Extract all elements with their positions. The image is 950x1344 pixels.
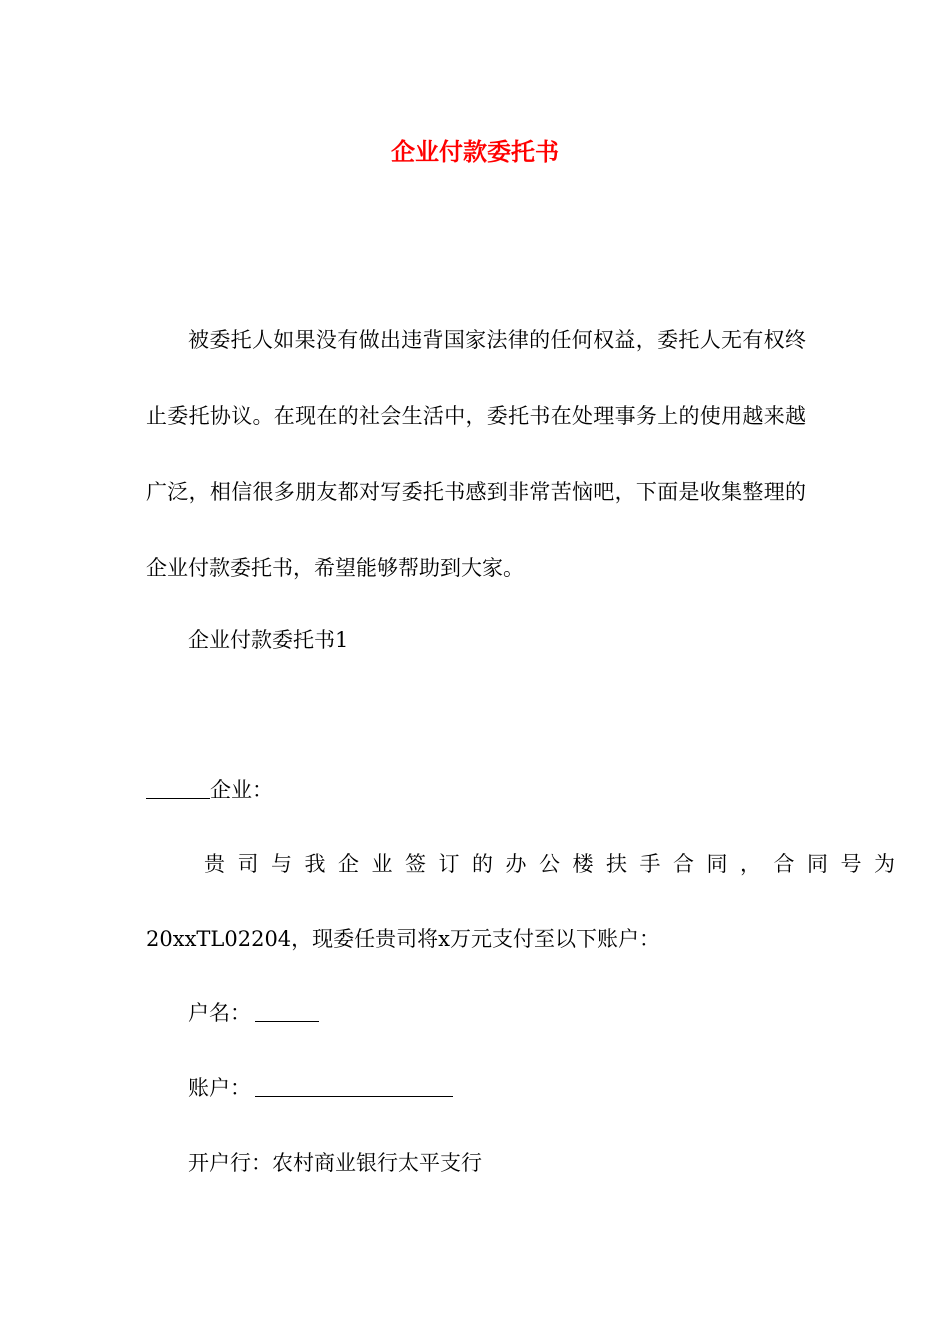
intro-paragraph: 被委托人如果没有做出违背国家法律的任何权益，委托人无有权终止委托协议。在现在的社会生活中，委托书在处理事务上的使用越来越广泛，相信很多朋友都对写委托书感到非常苦恼吧，下面是收集整理的企业付款委托书，希望能够帮助到大家。	[146, 328, 806, 580]
account-name-label: 户名：	[188, 1001, 251, 1025]
account-name-line	[146, 995, 848, 1031]
bank-line: 开户行：农村商业银行太平支行	[188, 1151, 482, 1175]
salutation-suffix: 企业：	[210, 778, 273, 802]
document-title: 企业付款委托书	[391, 137, 559, 166]
body-line-1: 贵司与我企业签订的办公楼扶手合同，合同号为	[204, 852, 908, 876]
account-name-blank	[255, 1001, 319, 1022]
account-number-line	[146, 1070, 848, 1106]
company-name-blank	[146, 778, 210, 799]
account-number-label: 账户：	[188, 1076, 251, 1100]
section-heading: 企业付款委托书1	[188, 628, 349, 652]
body-line-2: 20xxTL02204，现委任贵司将x万元支付至以下账户：	[146, 927, 661, 951]
account-number-blank	[255, 1076, 453, 1097]
salutation-line	[146, 772, 806, 808]
